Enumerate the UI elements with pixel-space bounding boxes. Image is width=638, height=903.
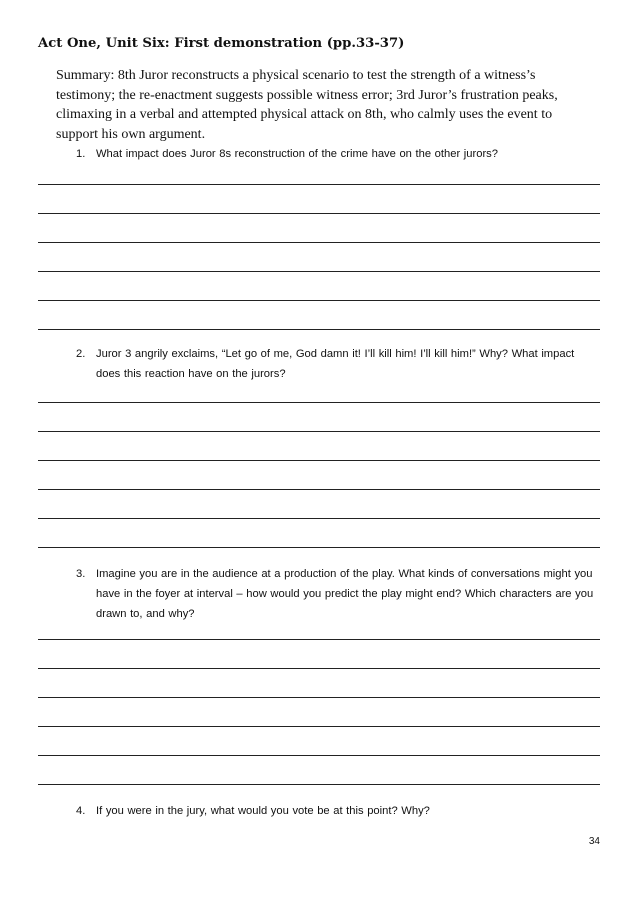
question-1: [76, 144, 600, 164]
question-text: What impact does Juror 8s reconstruction of the crime have on the other jurors?: [96, 148, 498, 160]
question-2: [76, 344, 600, 384]
question-number: 3.: [76, 568, 86, 580]
answer-line[interactable]: [38, 518, 600, 519]
question-number: 4.: [76, 805, 86, 817]
answer-line[interactable]: [38, 489, 600, 490]
answer-line[interactable]: [38, 668, 600, 669]
question-text: If you were in the jury, what would you vote be at this point? Why?: [96, 805, 430, 817]
page-number: 34: [588, 836, 600, 847]
answer-line[interactable]: [38, 755, 600, 756]
answer-line[interactable]: [38, 213, 600, 214]
unit-heading: Act One, Unit Six: First demonstration (pp.33-37): [38, 36, 405, 51]
question-text: Imagine you are in the audience at a production of the play. What kinds of conversations might you have in the foyer at interval – how would you predict the play might end? Which characters are you drawn to, and why?: [96, 568, 594, 620]
answer-line[interactable]: [38, 184, 600, 185]
answer-line[interactable]: [38, 402, 600, 403]
question-text: Juror 3 angrily exclaims, “Let go of me, God damn it! I’ll kill him! I’ll kill him!” Why? What impact does this reaction have on the jurors?: [96, 348, 575, 380]
summary-paragraph: Summary: 8th Juror reconstructs a physical scenario to test the strength of a witness’s testimony; the re-enactment suggests possible witness error; 3rd Juror’s frustration peaks, climaxing in a verbal and attempted physical attack on 8th, who calmly uses the event to support his own argument.: [56, 68, 558, 142]
question-3: [76, 564, 600, 624]
answer-line[interactable]: [38, 639, 600, 640]
answer-line[interactable]: [38, 784, 600, 785]
answer-line[interactable]: [38, 329, 600, 330]
question-number: 2.: [76, 348, 86, 360]
answer-line[interactable]: [38, 300, 600, 301]
question-4: [76, 801, 600, 821]
answer-line[interactable]: [38, 547, 600, 548]
answer-line[interactable]: [38, 697, 600, 698]
question-number: 1.: [76, 148, 86, 160]
answer-line[interactable]: [38, 242, 600, 243]
answer-line[interactable]: [38, 431, 600, 432]
answer-line[interactable]: [38, 726, 600, 727]
answer-line[interactable]: [38, 271, 600, 272]
answer-line[interactable]: [38, 460, 600, 461]
